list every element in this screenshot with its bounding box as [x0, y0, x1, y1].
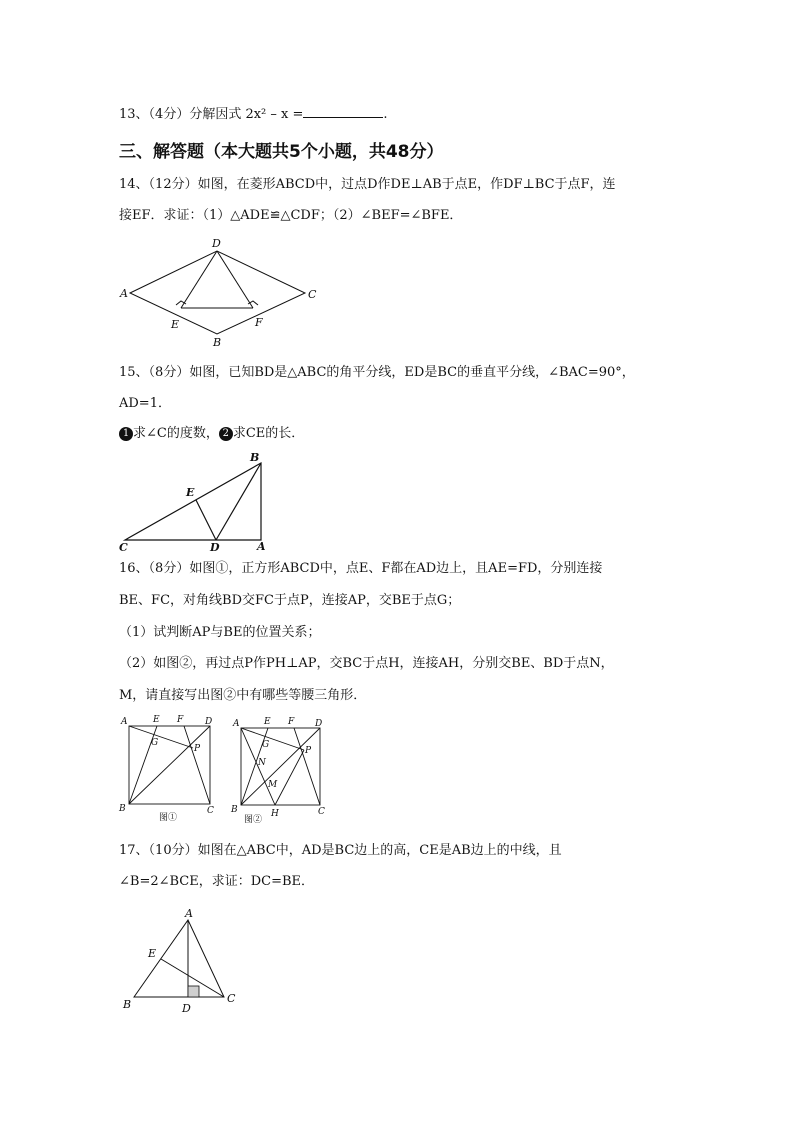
q15-task2: 求CE的长． — [232, 426, 305, 441]
q15-label-C: C — [119, 541, 128, 554]
fig1-label-E: E — [153, 715, 160, 725]
fig2-label-G: G — [262, 740, 270, 750]
right-angle-marker — [188, 986, 199, 997]
q16-line2: BE、FC，对角线BD交FC于点P，连接AP，交BE于点G； — [119, 593, 461, 608]
q14-label-B: B — [213, 336, 222, 349]
fig2-caption: 图② — [244, 815, 263, 825]
fig1-label-P: P — [194, 744, 201, 754]
fig1-label-B: B — [119, 804, 126, 814]
q16-line4: （2）如图②，再过点P作PH⊥AP，交BC于点H，连接AH，分别交BE、BD于点N， — [119, 656, 614, 671]
fig1-label-C: C — [207, 806, 214, 816]
q15-label-D: D — [210, 541, 220, 554]
q17-label-C: C — [227, 992, 236, 1005]
circled-number-1: 1 — [119, 427, 133, 441]
fig2-label-P: P — [305, 746, 312, 756]
q15-line1: 15、（8分）如图，已知BD是△ABC的角平分线，ED是BC的垂直平分线，∠BAC=90°， — [119, 365, 635, 380]
q14-label-C: C — [308, 288, 317, 301]
circled-number-2: 2 — [219, 427, 233, 441]
q17-line2: ∠B=2∠BCE，求证：DC=BE． — [119, 874, 315, 889]
q17-label-E: E — [148, 947, 157, 960]
fig2-label-M: M — [268, 780, 278, 790]
fig1-label-A: A — [121, 717, 128, 727]
fig1-label-D: D — [205, 717, 213, 727]
q14-line2: 接EF．求证：（1）△ADE≌△CDF；（2）∠BEF=∠BFE． — [119, 208, 463, 223]
fig2-label-A: A — [233, 719, 240, 729]
fig1-label-G: G — [151, 738, 159, 748]
section-heading: 三、解答题（本大题共5个小题，共48分） — [119, 142, 444, 162]
q16-line3: （1）试判断AP与BE的位置关系； — [119, 625, 321, 640]
q16-line1: 16、（8分）如图①，正方形ABCD中，点E、F都在AD边上，且AE=FD，分别连接 — [119, 561, 603, 576]
q17-label-D: D — [182, 1002, 191, 1015]
fig1-caption: 图① — [159, 813, 178, 823]
q16-line5: M，请直接写出图②中有哪些等腰三角形． — [119, 688, 367, 703]
q14-label-F: F — [255, 316, 263, 329]
q14-label-A: A — [120, 287, 128, 300]
q13-suffix: . — [383, 107, 388, 122]
q15-label-A: A — [257, 540, 266, 553]
q15-label-B: B — [250, 451, 260, 464]
q14-label-E: E — [171, 318, 180, 331]
fig2-label-E: E — [264, 717, 271, 727]
fig2-label-D: D — [315, 719, 323, 729]
q15-label-E: E — [186, 486, 195, 499]
q13-text: 13、（4分）分解因式 2x² – x = — [119, 107, 304, 122]
fig1-label-F: F — [177, 715, 184, 725]
fig2-label-F: F — [288, 717, 295, 727]
q17-label-B: B — [123, 998, 132, 1011]
fig2-label-B: B — [231, 805, 238, 815]
q15-task1: 求∠C的度数， — [133, 426, 219, 441]
q14-line1: 14、（12分）如图，在菱形ABCD中，过点D作DE⊥AB于点E，作DF⊥BC于点F，连 — [119, 177, 616, 192]
fig2-label-C: C — [318, 807, 325, 817]
q14-label-D: D — [212, 237, 221, 250]
fig2-label-N: N — [258, 758, 266, 768]
fig2-label-H: H — [271, 809, 279, 819]
q17-line1: 17、（10分）如图在△ABC中，AD是BC边上的高，CE是AB边上的中线，且 — [119, 843, 562, 858]
q17-label-A: A — [185, 907, 193, 920]
q15-line2: AD=1． — [119, 396, 171, 411]
